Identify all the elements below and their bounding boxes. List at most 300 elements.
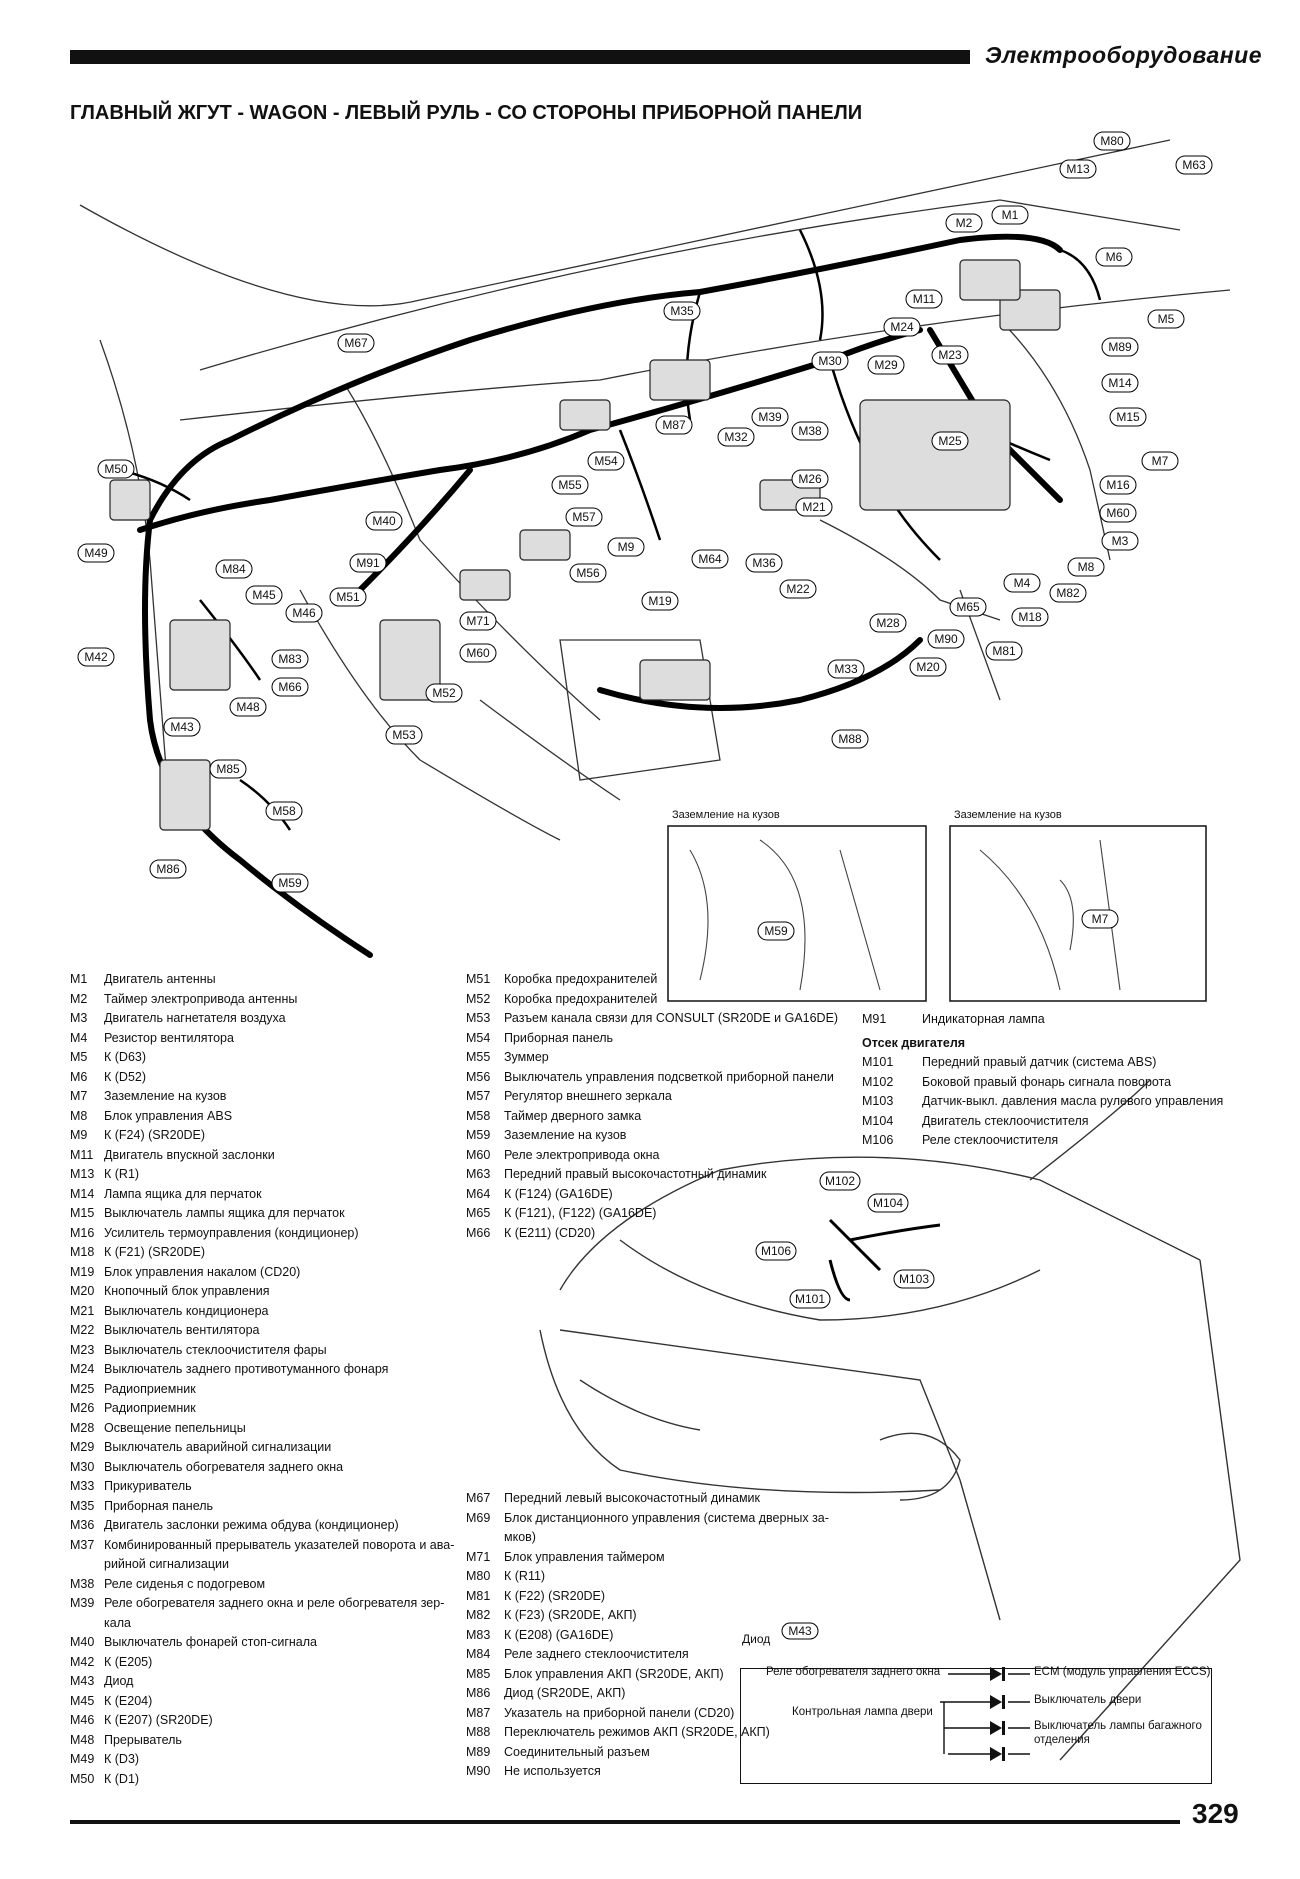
legend-description: К (E208) (GA16DE) bbox=[504, 1627, 614, 1642]
legend-code: M65 bbox=[466, 1206, 491, 1220]
legend-code: M45 bbox=[70, 1693, 95, 1708]
legend-row bbox=[862, 1112, 1223, 1132]
legend-row bbox=[466, 1509, 829, 1529]
legend-code: M84 bbox=[466, 1647, 491, 1661]
legend-description: К (E204) bbox=[104, 1693, 153, 1708]
svg-text:M7: M7 bbox=[1151, 454, 1169, 468]
svg-text:M103: M103 bbox=[898, 1272, 930, 1286]
legend-description: К (E205) bbox=[104, 1654, 153, 1669]
svg-text:M29: M29 bbox=[874, 358, 898, 372]
legend-row bbox=[70, 1204, 454, 1224]
diode-left-top-label: Реле обогревателя заднего окна bbox=[766, 1666, 941, 1678]
legend-code: M1 bbox=[70, 972, 88, 986]
legend-code: M14 bbox=[70, 1186, 95, 1201]
svg-text:M82: M82 bbox=[1056, 586, 1080, 600]
callout-m58 bbox=[266, 802, 302, 820]
svg-text:M106: M106 bbox=[760, 1244, 792, 1258]
legend-description: К (E211) (CD20) bbox=[504, 1225, 596, 1240]
callout-m40 bbox=[366, 512, 402, 530]
svg-text:M8: M8 bbox=[1077, 560, 1095, 574]
svg-text:M16: M16 bbox=[1106, 478, 1130, 492]
inset-caption-left: Заземление на кузов bbox=[672, 809, 780, 821]
callout-m23 bbox=[932, 346, 968, 364]
callout-m90 bbox=[928, 630, 964, 648]
svg-text:M85: M85 bbox=[216, 762, 240, 776]
legend-row bbox=[70, 1146, 454, 1166]
callout-m67 bbox=[338, 334, 374, 352]
callout-m9 bbox=[608, 538, 644, 556]
legend-row bbox=[70, 1048, 454, 1068]
svg-text:M81: M81 bbox=[992, 644, 1016, 658]
callout-m52 bbox=[426, 684, 462, 702]
svg-text:M83: M83 bbox=[278, 652, 302, 666]
svg-text:M56: M56 bbox=[576, 566, 600, 580]
callout-m87 bbox=[656, 416, 692, 434]
svg-text:M60: M60 bbox=[1106, 506, 1130, 520]
callout-m48 bbox=[230, 698, 266, 716]
callout-m83 bbox=[272, 650, 308, 668]
svg-text:M80: M80 bbox=[1100, 134, 1124, 148]
callout-m38 bbox=[792, 422, 828, 440]
legend-row bbox=[70, 1243, 454, 1263]
legend-description: Выключатель управления подсветкой приборной панели bbox=[504, 1069, 834, 1084]
callout-m14 bbox=[1102, 374, 1138, 392]
inset-box-right bbox=[950, 826, 1206, 1001]
legend-code: M24 bbox=[70, 1362, 95, 1376]
legend-description: Передний правый высокочастотный динамик bbox=[504, 1167, 767, 1181]
svg-text:M2: M2 bbox=[955, 216, 973, 230]
legend-code: M64 bbox=[466, 1186, 491, 1201]
diode-left-bottom-label: Контрольная лампа двери bbox=[792, 1706, 933, 1718]
legend-description: Реле обогревателя заднего окна и реле обогревателя зер- bbox=[104, 1596, 445, 1610]
legend-code: M16 bbox=[70, 1225, 95, 1240]
callout-m59-inset bbox=[758, 922, 794, 940]
legend-description: Выключатель лампы ящика для перчаток bbox=[104, 1206, 345, 1220]
svg-text:M30: M30 bbox=[818, 354, 842, 368]
svg-text:M23: M23 bbox=[938, 348, 962, 362]
legend-description: Заземление на кузов bbox=[104, 1089, 227, 1103]
legend-code: M85 bbox=[466, 1666, 491, 1681]
legend-code: M23 bbox=[70, 1342, 95, 1357]
legend-description: Кнопочный блок управления bbox=[104, 1284, 270, 1298]
callout-m53 bbox=[386, 726, 422, 744]
legend-row bbox=[466, 1146, 838, 1166]
svg-text:M5: M5 bbox=[1157, 312, 1175, 326]
legend-code: M26 bbox=[70, 1401, 95, 1415]
svg-text:M15: M15 bbox=[1116, 410, 1140, 424]
svg-text:M6: M6 bbox=[1105, 250, 1123, 264]
legend-row bbox=[70, 1692, 454, 1712]
callout-m15 bbox=[1110, 408, 1146, 426]
legend-description: мков) bbox=[504, 1530, 536, 1544]
callout-m24 bbox=[884, 318, 920, 336]
callout-m59 bbox=[272, 874, 308, 892]
legend-description: Реле стеклоочистителя bbox=[922, 1133, 1059, 1147]
callout-m18 bbox=[1012, 608, 1048, 626]
legend-description: Двигатель нагнетателя воздуха bbox=[104, 1011, 286, 1025]
legend-code: M7 bbox=[70, 1089, 88, 1103]
legend-description: Диод bbox=[104, 1674, 134, 1688]
legend-row bbox=[466, 970, 838, 990]
legend-row: M91 Индикаторная лампа bbox=[862, 1012, 1045, 1026]
legend-code: M56 bbox=[466, 1069, 491, 1084]
legend-code: M87 bbox=[466, 1705, 491, 1720]
legend-description: Блок управления таймером bbox=[504, 1549, 665, 1564]
legend-description: Лампа ящика для перчаток bbox=[104, 1186, 262, 1201]
legend-description: Реле сиденья с подогревом bbox=[104, 1576, 266, 1591]
svg-text:M55: M55 bbox=[558, 478, 582, 492]
legend-code: M54 bbox=[466, 1030, 491, 1045]
legend-description: К (F24) (SR20DE) bbox=[104, 1128, 206, 1142]
legend-row bbox=[70, 1087, 454, 1107]
svg-text:M1: M1 bbox=[1001, 208, 1019, 222]
svg-text:M104: M104 bbox=[872, 1196, 904, 1210]
legend-row bbox=[466, 1224, 838, 1244]
legend-row bbox=[70, 1165, 454, 1185]
svg-text:M59: M59 bbox=[278, 876, 302, 890]
legend-code: M101 bbox=[862, 1055, 894, 1069]
svg-text:M9: M9 bbox=[617, 540, 635, 554]
callout-m103 bbox=[894, 1270, 934, 1288]
svg-text:M21: M21 bbox=[802, 500, 826, 514]
diode-right-label-1: ECM (модуль управления ECCS) bbox=[1034, 1666, 1211, 1678]
legend-code: M60 bbox=[466, 1147, 491, 1162]
legend-row bbox=[70, 1380, 454, 1400]
legend-row bbox=[466, 990, 838, 1010]
callout-m60 bbox=[1100, 504, 1136, 522]
svg-text:M36: M36 bbox=[752, 556, 776, 570]
legend-row bbox=[70, 1594, 454, 1614]
legend-description: Таймер электропривода антенны bbox=[104, 991, 298, 1006]
legend-description: Блок управления АКП (SR20DE, АКП) bbox=[504, 1666, 724, 1681]
callout-m63 bbox=[1176, 156, 1212, 174]
legend-description: К (R11) bbox=[504, 1569, 546, 1583]
legend-description: К (F22) (SR20DE) bbox=[504, 1588, 606, 1603]
legend-description: Диод (SR20DE, АКП) bbox=[504, 1686, 626, 1700]
callout-m86 bbox=[150, 860, 186, 878]
legend-description: Зуммер bbox=[504, 1050, 549, 1064]
callout-m4 bbox=[1004, 574, 1040, 592]
legend-description: Передний левый высокочастотный динамик bbox=[504, 1491, 760, 1505]
callout-m39 bbox=[752, 408, 788, 426]
svg-text:M48: M48 bbox=[236, 700, 260, 714]
legend-row bbox=[70, 1731, 454, 1751]
callout-m46 bbox=[286, 604, 322, 622]
callout-m25 bbox=[932, 432, 968, 450]
legend-description: Прикуриватель bbox=[104, 1479, 192, 1493]
legend-row bbox=[70, 1185, 454, 1205]
legend-code: M42 bbox=[70, 1654, 95, 1669]
legend-description: Выключатель заднего противотуманного фонаря bbox=[104, 1362, 389, 1376]
legend-row bbox=[70, 1263, 454, 1283]
legend-row bbox=[70, 1360, 454, 1380]
legend-row bbox=[466, 1048, 838, 1068]
legend-row bbox=[466, 1587, 829, 1607]
callout-m42 bbox=[78, 648, 114, 666]
legend-code: M33 bbox=[70, 1479, 95, 1493]
callout-m5 bbox=[1148, 310, 1184, 328]
svg-text:M84: M84 bbox=[222, 562, 246, 576]
legend-description: Датчик-выкл. давления масла рулевого управления bbox=[922, 1094, 1224, 1108]
footer-rule bbox=[70, 1820, 1180, 1824]
legend-code: M36 bbox=[70, 1518, 95, 1532]
legend-row bbox=[70, 1126, 454, 1146]
legend-description: Блок управления накалом (CD20) bbox=[104, 1264, 301, 1279]
legend-description: К (F23) (SR20DE, АКП) bbox=[504, 1608, 637, 1622]
inset-caption-right: Заземление на кузов bbox=[954, 809, 1062, 821]
legend-description: Разъем канала связи для CONSULT (SR20DE и GA16DE) bbox=[504, 1011, 839, 1025]
callout-m84 bbox=[216, 560, 252, 578]
legend-row bbox=[466, 1204, 838, 1224]
legend-code: M103 bbox=[862, 1094, 894, 1108]
legend-description: К (D63) bbox=[104, 1050, 147, 1064]
legend-description: К (D52) bbox=[104, 1069, 147, 1084]
legend-description: Усилитель термоуправления (кондиционер) bbox=[104, 1225, 359, 1240]
legend-row bbox=[466, 1165, 838, 1185]
callout-m60-second bbox=[460, 644, 496, 662]
legend-description: Соединительный разъем bbox=[504, 1744, 650, 1759]
legend-row bbox=[70, 1614, 454, 1634]
svg-text:M65: M65 bbox=[956, 600, 980, 614]
section-title: Электрооборудование bbox=[985, 42, 1262, 68]
legend-description: Выключатель аварийной сигнализации bbox=[104, 1440, 332, 1454]
svg-text:M91: M91 bbox=[356, 556, 380, 570]
legend-row bbox=[70, 1068, 454, 1088]
callout-m57 bbox=[566, 508, 602, 526]
legend-description: Двигатель антенны bbox=[104, 972, 216, 986]
legend-description: Приборная панель bbox=[104, 1498, 214, 1513]
legend-description: Реле электропривода окна bbox=[504, 1147, 660, 1162]
svg-text:M71: M71 bbox=[466, 614, 490, 628]
legend-description: Двигатель впускной заслонки bbox=[104, 1147, 275, 1162]
callout-m81 bbox=[986, 642, 1022, 660]
legend-description: К (D3) bbox=[104, 1752, 140, 1766]
callout-m104 bbox=[868, 1194, 908, 1212]
legend-row bbox=[70, 1672, 454, 1692]
svg-text:M58: M58 bbox=[272, 804, 296, 818]
svg-text:M3: M3 bbox=[1111, 534, 1129, 548]
legend-row bbox=[70, 1321, 454, 1341]
svg-text:M60: M60 bbox=[466, 646, 490, 660]
inset-sketches bbox=[690, 840, 1120, 990]
legend-description: Регулятор внешнего зеркала bbox=[504, 1089, 672, 1103]
legend-description: Переключатель режимов АКП (SR20DE, АКП) bbox=[504, 1725, 770, 1739]
legend-code: M81 bbox=[466, 1588, 491, 1603]
svg-text:M4: M4 bbox=[1013, 576, 1031, 590]
legend-code: M89 bbox=[466, 1744, 491, 1759]
callout-m101 bbox=[790, 1290, 830, 1308]
legend-code: M4 bbox=[70, 1030, 88, 1045]
legend-row bbox=[466, 1126, 838, 1146]
legend-description: рийной сигнализации bbox=[104, 1557, 229, 1571]
svg-text:M54: M54 bbox=[594, 454, 618, 468]
legend-row bbox=[70, 1497, 454, 1517]
legend-row bbox=[70, 1477, 454, 1497]
legend-code: M11 bbox=[70, 1147, 94, 1162]
svg-text:M43: M43 bbox=[788, 1624, 812, 1638]
legend-row bbox=[70, 1633, 454, 1653]
legend-code: M80 bbox=[466, 1569, 491, 1583]
callout-m16 bbox=[1100, 476, 1136, 494]
legend-row bbox=[466, 1107, 838, 1127]
callout-m45 bbox=[246, 586, 282, 604]
svg-text:M19: M19 bbox=[648, 594, 672, 608]
legend-description: Таймер дверного замка bbox=[504, 1108, 642, 1123]
svg-text:M86: M86 bbox=[156, 862, 180, 876]
legend-description: К (F121), (F122) (GA16DE) bbox=[504, 1206, 657, 1220]
legend-row bbox=[70, 1555, 454, 1575]
legend-description: Прерыватель bbox=[104, 1732, 182, 1747]
svg-text:M50: M50 bbox=[104, 462, 128, 476]
legend-code: M53 bbox=[466, 1011, 491, 1025]
svg-text:M46: M46 bbox=[292, 606, 316, 620]
callout-m80 bbox=[1094, 132, 1130, 150]
legend-row bbox=[466, 1489, 829, 1509]
svg-text:M24: M24 bbox=[890, 320, 914, 334]
callout-m50 bbox=[98, 460, 134, 478]
legend-code: M18 bbox=[70, 1245, 95, 1259]
legend-description: Выключатель стеклоочистителя фары bbox=[104, 1342, 327, 1357]
svg-text:M89: M89 bbox=[1108, 340, 1132, 354]
legend-code: M82 bbox=[466, 1608, 491, 1622]
svg-text:M49: M49 bbox=[84, 546, 108, 560]
legend-description: Выключатель обогревателя заднего окна bbox=[104, 1459, 344, 1474]
legend-code: M50 bbox=[70, 1771, 95, 1786]
svg-text:M26: M26 bbox=[798, 472, 822, 486]
callout-m22 bbox=[780, 580, 816, 598]
legend-code: M38 bbox=[70, 1576, 95, 1591]
callout-m88 bbox=[832, 730, 868, 748]
legend-code: M29 bbox=[70, 1440, 95, 1454]
legend-row bbox=[466, 1567, 829, 1587]
callout-m7 bbox=[1142, 452, 1178, 470]
svg-text:M102: M102 bbox=[824, 1174, 856, 1188]
callout-m20 bbox=[910, 658, 946, 676]
legend-row bbox=[70, 1711, 454, 1731]
legend-code: M28 bbox=[70, 1420, 95, 1435]
svg-text:M35: M35 bbox=[670, 304, 694, 318]
legend-code: M30 bbox=[70, 1459, 95, 1474]
legend-description: Освещение пепельницы bbox=[104, 1420, 246, 1435]
svg-text:M64: M64 bbox=[698, 552, 722, 566]
legend-code: M20 bbox=[70, 1284, 95, 1298]
legend-description: Коробка предохранителей bbox=[504, 972, 658, 986]
legend-description: К (D1) bbox=[104, 1771, 140, 1786]
callout-m8 bbox=[1068, 558, 1104, 576]
legend-code: M22 bbox=[70, 1323, 95, 1337]
legend-code: M25 bbox=[70, 1381, 95, 1396]
legend-row bbox=[70, 1029, 454, 1049]
diode-right-label-2: Выключатель двери bbox=[1034, 1694, 1142, 1706]
legend-code: M49 bbox=[70, 1752, 95, 1766]
legend-row bbox=[70, 970, 454, 990]
svg-text:M32: M32 bbox=[724, 430, 748, 444]
legend-code: M9 bbox=[70, 1128, 88, 1142]
svg-text:M13: M13 bbox=[1066, 162, 1090, 176]
components bbox=[110, 260, 1060, 830]
svg-text:M52: M52 bbox=[432, 686, 456, 700]
page-title: ГЛАВНЫЙ ЖГУТ - WAGON - ЛЕВЫЙ РУЛЬ - СО СТОРОНЫ ПРИБОРНОЙ ПАНЕЛИ bbox=[70, 102, 863, 124]
legend-code: M15 bbox=[70, 1206, 95, 1220]
legend-row bbox=[70, 1458, 454, 1478]
legend-description: К (F124) (GA16DE) bbox=[504, 1186, 613, 1201]
svg-text:M66: M66 bbox=[278, 680, 302, 694]
diode-title: Диод bbox=[742, 1632, 771, 1646]
legend-row bbox=[862, 1053, 1223, 1073]
legend-description: Блок управления ABS bbox=[104, 1108, 233, 1123]
legend-row bbox=[862, 1092, 1223, 1112]
legend-code: M3 bbox=[70, 1011, 88, 1025]
callout-m82 bbox=[1050, 584, 1086, 602]
svg-text:M45: M45 bbox=[252, 588, 276, 602]
callout-m19 bbox=[642, 592, 678, 610]
legend-code: M102 bbox=[862, 1074, 894, 1089]
callout-m85 bbox=[210, 760, 246, 778]
legend-description: Блок дистанционного управления (система дверных за- bbox=[504, 1510, 829, 1525]
callout-m3 bbox=[1102, 532, 1138, 550]
legend-code: M35 bbox=[70, 1498, 95, 1513]
legend-row bbox=[70, 1107, 454, 1127]
callout-m21 bbox=[796, 498, 832, 516]
svg-text:M53: M53 bbox=[392, 728, 416, 742]
engine-compartment-heading: Отсек двигателя bbox=[862, 1035, 966, 1050]
legend-row bbox=[70, 1399, 454, 1419]
svg-text:M38: M38 bbox=[798, 424, 822, 438]
legend-description: Двигатель стеклоочистителя bbox=[922, 1113, 1089, 1128]
svg-text:M14: M14 bbox=[1108, 376, 1132, 390]
legend-code: M21 bbox=[70, 1303, 95, 1318]
diode-right-label-3: Выключатель лампы багажного bbox=[1034, 1720, 1202, 1732]
svg-text:M90: M90 bbox=[934, 632, 958, 646]
legend-description: Выключатель вентилятора bbox=[104, 1323, 260, 1337]
callout-m13 bbox=[1060, 160, 1096, 178]
legend-description: Радиоприемник bbox=[104, 1401, 196, 1415]
legend-code: M58 bbox=[466, 1108, 491, 1123]
diode-right-label-3b: отделения bbox=[1034, 1734, 1090, 1746]
svg-text:M42: M42 bbox=[84, 650, 108, 664]
legend-row bbox=[70, 1341, 454, 1361]
legend-code: M51 bbox=[466, 972, 491, 986]
legend-code: M86 bbox=[466, 1686, 491, 1700]
svg-text:M59: M59 bbox=[764, 924, 788, 938]
legend-code: M57 bbox=[466, 1089, 491, 1103]
svg-text:M51: M51 bbox=[336, 590, 360, 604]
callout-m91 bbox=[350, 554, 386, 572]
legend-row bbox=[70, 1750, 454, 1770]
svg-text:M11: M11 bbox=[912, 292, 936, 306]
legend-code: M37 bbox=[70, 1537, 95, 1552]
legend-code: M55 bbox=[466, 1050, 491, 1064]
legend-column-2a bbox=[466, 970, 838, 1243]
callout-m49 bbox=[78, 544, 114, 562]
legend-code: M6 bbox=[70, 1069, 88, 1084]
legend-row bbox=[70, 1419, 454, 1439]
legend-description: Передний правый датчик (система ABS) bbox=[922, 1055, 1157, 1069]
legend-column-3 bbox=[862, 1010, 1223, 1151]
callout-m28 bbox=[870, 614, 906, 632]
callout-m89 bbox=[1102, 338, 1138, 356]
legend-code: M40 bbox=[70, 1635, 95, 1649]
svg-text:M7: M7 bbox=[1091, 912, 1109, 926]
legend-description: кала bbox=[104, 1615, 131, 1630]
branch-wires bbox=[120, 230, 1100, 830]
legend-code: M71 bbox=[466, 1549, 491, 1564]
callout-m43 bbox=[164, 718, 200, 736]
legend-row bbox=[466, 1606, 829, 1626]
legend-code: M88 bbox=[466, 1725, 491, 1739]
legend-description: К (F21) (SR20DE) bbox=[104, 1245, 206, 1259]
svg-text:M43: M43 bbox=[170, 720, 194, 734]
